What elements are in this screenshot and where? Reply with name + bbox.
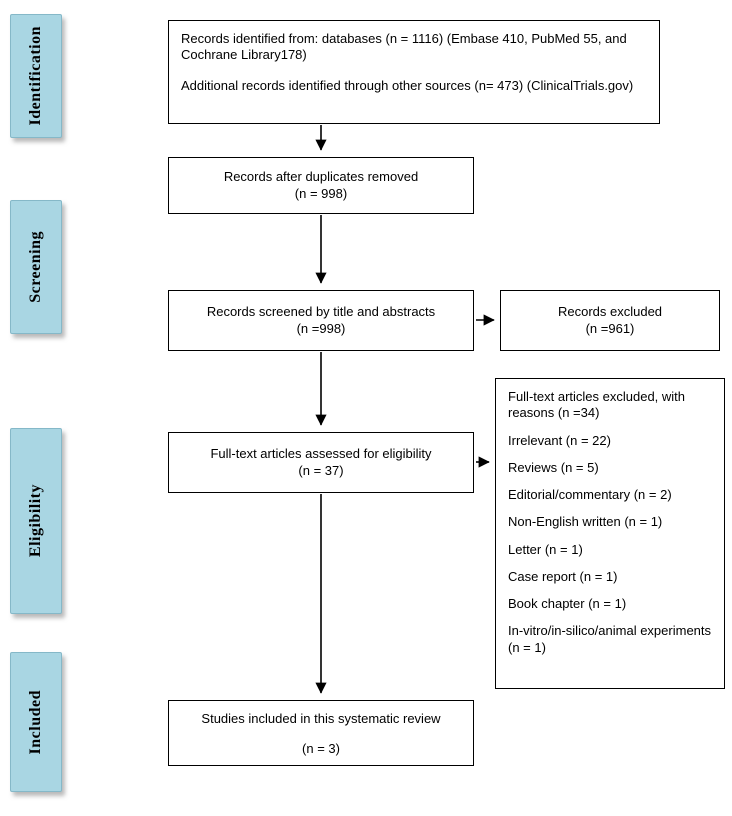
reason-line: Letter (n = 1) [508, 541, 583, 557]
records-identified-text: Records identified from: databases (n = 1116) (Embase 410, PubMed 55, and Cochrane Library178) [181, 31, 627, 63]
studies-included-text: Studies included in this systematic review [201, 711, 441, 726]
box-studies-included [168, 700, 474, 766]
stage-eligibility [10, 428, 62, 614]
stage-screening-label: Screening [27, 231, 44, 303]
reason-line: Irrelevant (n = 22) [508, 432, 611, 448]
fulltext-assessed-text: Full-text articles assessed for eligibility [210, 446, 432, 462]
additional-records-text: Additional records identified through other sources (n= 473) (ClinicalTrials.gov) [181, 77, 634, 93]
fulltext-assessed-count: (n = 37) [298, 462, 344, 478]
duplicates-removed-text: Records after duplicates removed [223, 169, 419, 185]
stage-identification [10, 14, 62, 138]
stage-included-label: Included [27, 689, 44, 755]
records-excluded-count: (n =961) [585, 320, 635, 336]
studies-included-count: (n = 3) [302, 741, 340, 757]
records-screened-count: (n =998) [296, 320, 346, 336]
records-excluded-text: Records excluded [557, 304, 663, 320]
stage-eligibility-label: Eligibility [27, 484, 44, 558]
stage-included [10, 652, 62, 792]
box-fulltext-excluded-reasons [495, 378, 725, 689]
reason-line: Reviews (n = 5) [508, 459, 599, 475]
box-records-excluded [500, 290, 720, 351]
reason-line: Book chapter (n = 1) [508, 596, 627, 611]
box-duplicates-removed [168, 157, 474, 214]
duplicates-removed-count: (n = 998) [294, 185, 348, 201]
reason-line: Non-English written (n = 1) [508, 514, 663, 530]
records-screened-text: Records screened by title and abstracts [206, 304, 436, 320]
stage-screening [10, 200, 62, 334]
reason-line: In-vitro/in-silico/animal experiments (n = 1) [508, 623, 712, 655]
reason-line: Full-text articles excluded, with reasons (n =34) [508, 389, 686, 421]
stage-identification-label: Identification [27, 26, 44, 126]
box-records-identified [168, 20, 660, 124]
reason-line: Case report (n = 1) [508, 568, 618, 584]
box-fulltext-assessed [168, 432, 474, 493]
box-records-screened [168, 290, 474, 351]
reason-line: Editorial/commentary (n = 2) [508, 487, 672, 502]
